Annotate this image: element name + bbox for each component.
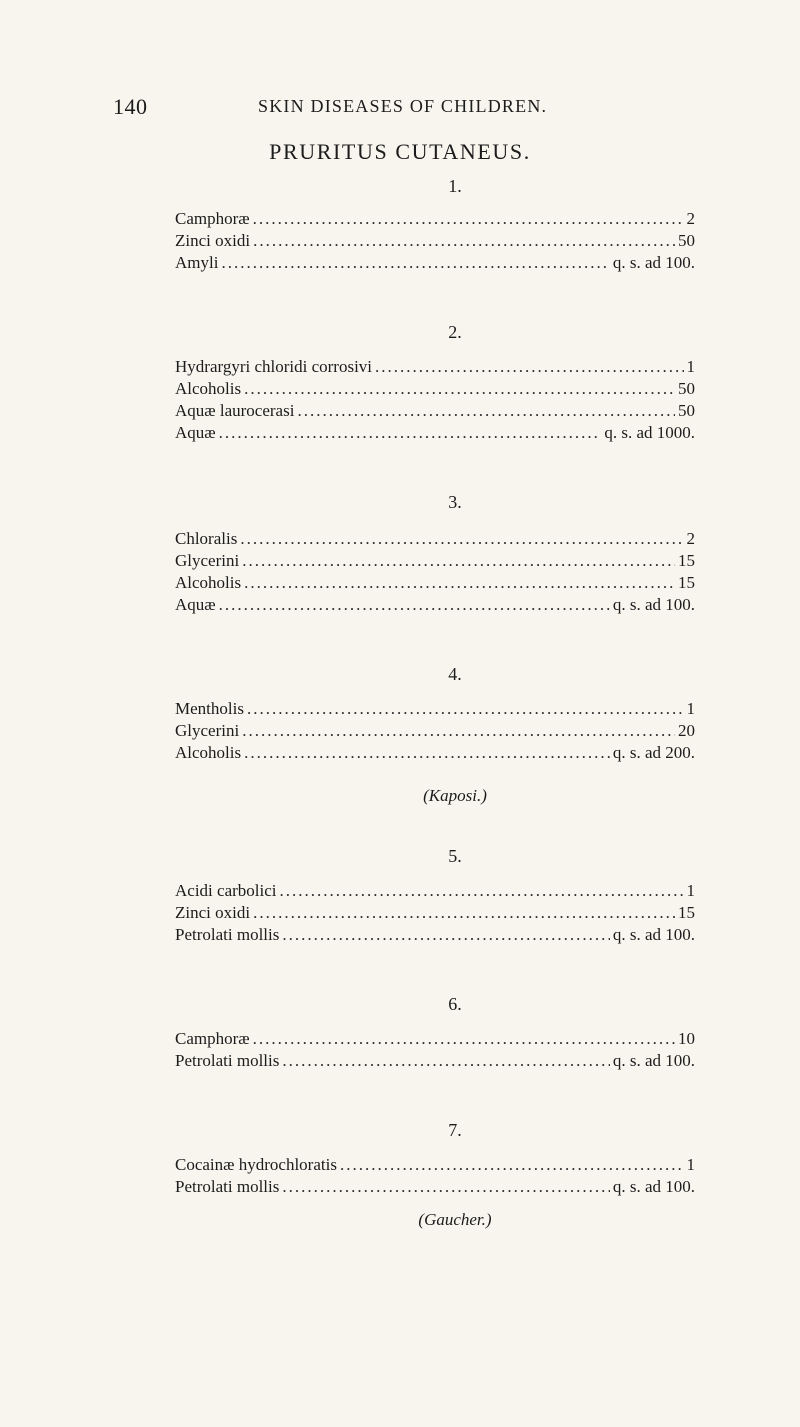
ingredient-name: Cocainæ hydrochloratis: [175, 1155, 337, 1174]
ingredient-row: [175, 742, 695, 764]
recipe-number: 1.: [448, 176, 462, 196]
recipe-number: 7.: [448, 1120, 462, 1140]
ingredient-name: Petrolati mollis: [175, 925, 280, 944]
recipe-2: [175, 318, 695, 444]
ingredient-row: [175, 698, 695, 720]
ingredient-name: Glycerini: [175, 721, 240, 740]
ingredient-row: [175, 422, 695, 444]
recipe-4: [175, 660, 695, 806]
section-title: PRURITUS CUTANEUS.: [269, 139, 531, 164]
ingredient-name: Chloralis: [175, 529, 238, 548]
ingredient-row: [175, 1050, 695, 1072]
ingredient-row: [175, 356, 695, 378]
ingredient-name: Aquæ: [175, 595, 216, 614]
recipe-7: [175, 1116, 695, 1230]
recipe-number: 5.: [448, 846, 462, 866]
recipe-number: 6.: [448, 994, 462, 1014]
ingredient-quantity: 10: [678, 1029, 695, 1048]
ingredient-quantity: q. s. ad 200.: [612, 743, 695, 762]
ingredient-row: [175, 1176, 695, 1198]
ingredient-name: Acidi carbolici: [175, 881, 277, 900]
ingredient-quantity: 1: [686, 881, 695, 900]
ingredient-row: [175, 1028, 695, 1050]
ingredient-row: [175, 720, 695, 742]
ingredient-quantity: q. s. ad 100.: [612, 595, 695, 614]
ingredient-quantity: 15: [678, 551, 695, 570]
recipe-number: 2.: [448, 322, 462, 342]
ingredient-quantity: 2: [686, 209, 695, 228]
ingredient-name: Zinci oxidi: [175, 231, 251, 250]
ingredient-row: [175, 550, 695, 572]
recipe-list: [175, 172, 695, 1230]
recipe-1: [175, 172, 695, 274]
ingredient-name: Hydrargyri chloridi corrosivi: [175, 357, 373, 376]
ingredient-name: Aquæ: [175, 423, 216, 442]
recipe-author: (Kaposi.): [423, 786, 487, 805]
ingredient-name: Petrolati mollis: [175, 1177, 280, 1196]
ingredient-name: Glycerini: [175, 551, 240, 570]
ingredient-row: [175, 880, 695, 902]
ingredient-quantity: q. s. ad 100.: [612, 1177, 695, 1196]
ingredient-quantity: 1: [686, 357, 695, 376]
ingredient-row: [175, 252, 695, 274]
recipe-5: [175, 842, 695, 946]
ingredient-row: [175, 1154, 695, 1176]
recipe-6: [175, 990, 695, 1072]
running-head: SKIN DISEASES OF CHILDREN.: [258, 96, 548, 116]
ingredient-quantity: 2: [686, 529, 695, 548]
recipe-3: [175, 488, 695, 616]
ingredient-name: Zinci oxidi: [175, 903, 251, 922]
recipe-number: 3.: [448, 492, 462, 512]
ingredient-row: [175, 924, 695, 946]
ingredient-quantity: 15: [678, 903, 695, 922]
ingredient-name: Alcoholis: [175, 573, 242, 592]
recipe-number: 4.: [448, 664, 462, 684]
ingredient-quantity: 15: [678, 573, 695, 592]
ingredient-row: [175, 208, 695, 230]
ingredient-quantity: q. s. ad 100.: [612, 253, 695, 272]
ingredient-quantity: 50: [678, 379, 695, 398]
ingredient-row: [175, 572, 695, 594]
ingredient-quantity: q. s. ad 100.: [612, 1051, 695, 1070]
ingredient-row: [175, 400, 695, 422]
ingredient-row: [175, 528, 695, 550]
ingredient-quantity: 20: [678, 721, 695, 740]
ingredient-quantity: 1: [686, 1155, 695, 1174]
ingredient-quantity: 50: [678, 401, 695, 420]
ingredient-quantity: q. s. ad 1000.: [604, 423, 695, 442]
ingredient-quantity: 50: [678, 231, 695, 250]
recipe-author: (Gaucher.): [418, 1210, 492, 1229]
ingredient-name: Alcoholis: [175, 379, 242, 398]
ingredient-row: [175, 230, 695, 252]
ingredient-name: Mentholis: [175, 699, 244, 718]
ingredient-name: Aquæ laurocerasi: [175, 401, 295, 420]
ingredient-quantity: q. s. ad 100.: [612, 925, 695, 944]
ingredient-row: [175, 378, 695, 400]
ingredient-row: [175, 594, 695, 616]
ingredient-name: Amyli: [175, 253, 219, 272]
ingredient-quantity: 1: [686, 699, 695, 718]
ingredient-row: [175, 902, 695, 924]
ingredient-name: Camphoræ: [175, 209, 250, 228]
ingredient-name: Petrolati mollis: [175, 1051, 280, 1070]
page-number: 140: [113, 94, 148, 119]
ingredient-name: Alcoholis: [175, 743, 242, 762]
ingredient-name: Camphoræ: [175, 1029, 250, 1048]
